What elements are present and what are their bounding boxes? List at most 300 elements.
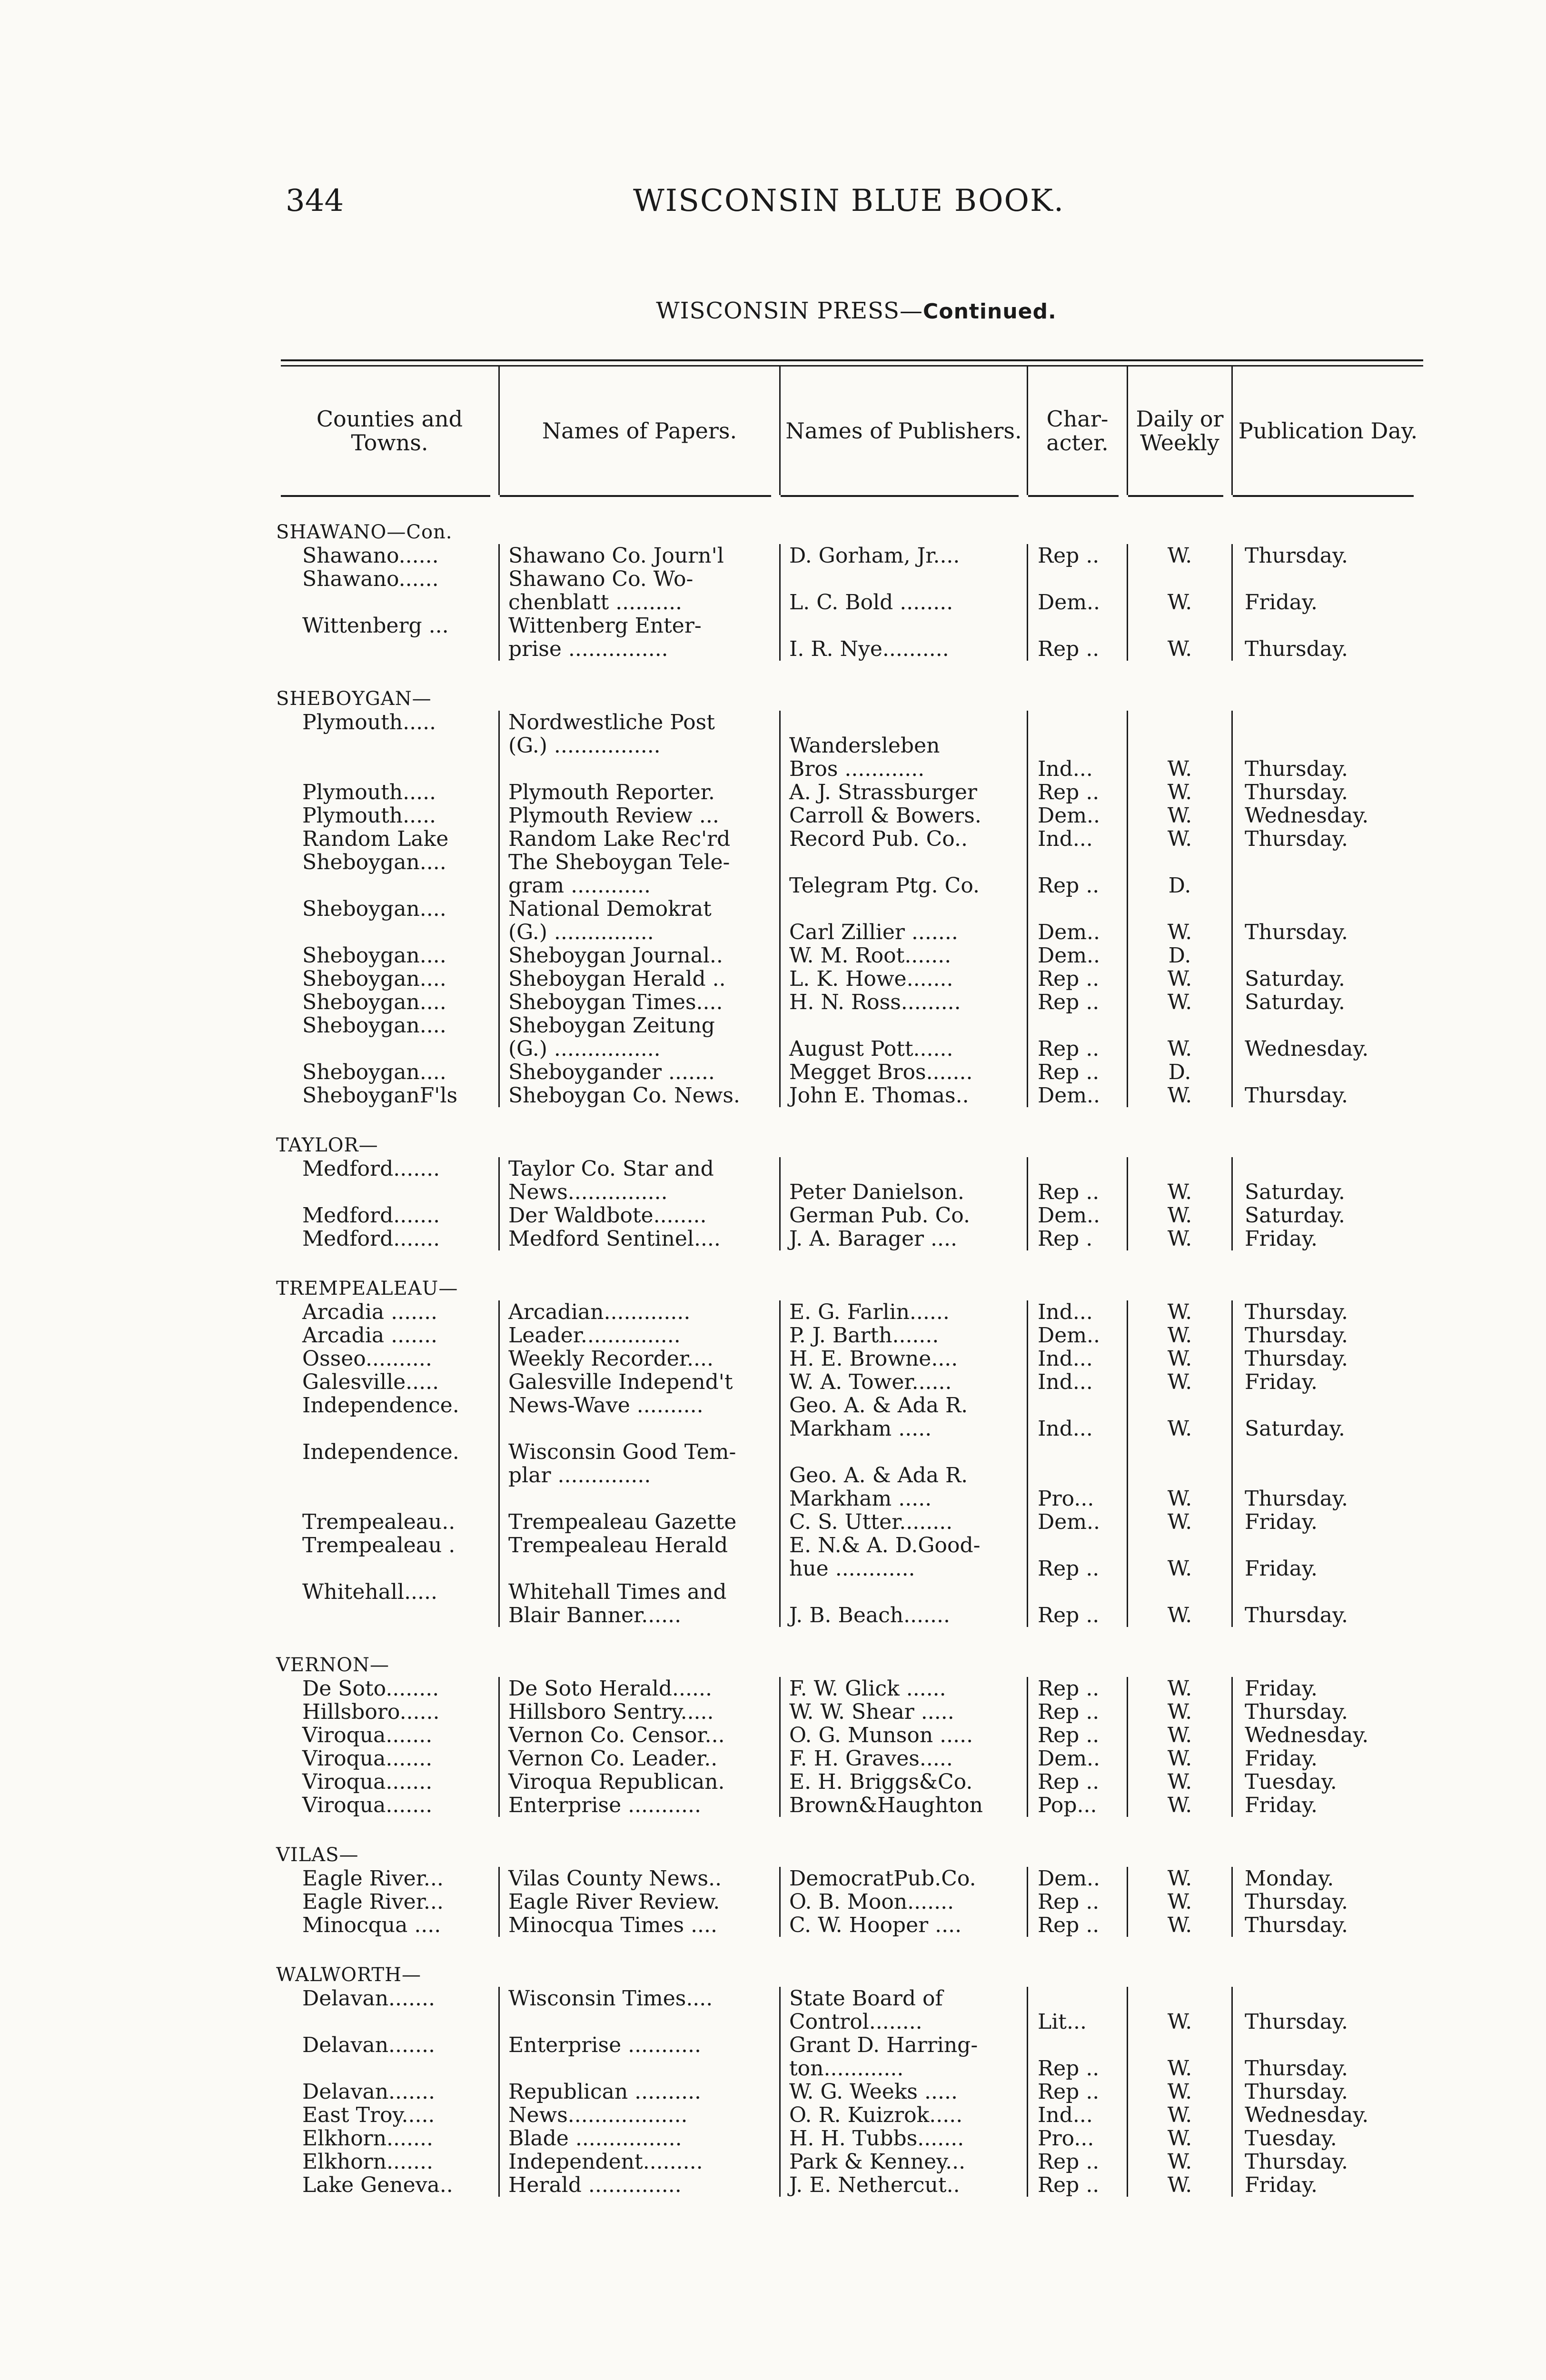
- cell-frequency: D.: [1128, 1061, 1233, 1084]
- cell-frequency: W.: [1128, 921, 1233, 944]
- table-row: [281, 1557, 1423, 1580]
- cell-town: Shawano......: [281, 544, 500, 567]
- cell-day: [1233, 2033, 1423, 2057]
- cell-character: Rep ..: [1028, 1724, 1128, 1747]
- cell-paper: Hillsboro Sentry.....: [500, 1700, 781, 1724]
- cell-town: Eagle River...: [281, 1867, 500, 1890]
- table-row: [281, 567, 1423, 591]
- cell-town: Lake Geneva..: [281, 2173, 500, 2197]
- cell-day: Thursday.: [1245, 1324, 1348, 1347]
- table-row: [281, 944, 1423, 967]
- table-row: [281, 1204, 1423, 1227]
- cell-publisher: J. E. Nethercut..: [781, 2173, 1028, 2197]
- cell-character: Dem..: [1028, 1867, 1128, 1890]
- column-header-row: [281, 367, 1423, 495]
- cell-paper: Eagle River Review.: [500, 1890, 781, 1914]
- cell-publisher: Record Pub. Co..: [781, 827, 1028, 851]
- cell-day: [1233, 1987, 1423, 2010]
- cell-frequency: [1128, 567, 1233, 591]
- cell-character: [1028, 711, 1128, 734]
- cell-character: [1028, 614, 1128, 637]
- book-title: WISCONSIN BLUE BOOK.: [633, 183, 1065, 218]
- cell-character: [1028, 1157, 1128, 1180]
- table-row: [281, 2173, 1423, 2197]
- cell-character: Lit...: [1028, 2010, 1128, 2033]
- col-header-papers: Names of Papers.: [500, 367, 781, 495]
- cell-paper: Wisconsin Times....: [500, 1987, 781, 2010]
- cell-paper: News..................: [500, 2103, 781, 2127]
- cell-town: [281, 1557, 500, 1580]
- cell-day: Thursday.: [1245, 2150, 1348, 2173]
- cell-publisher: Peter Danielson.: [781, 1180, 1028, 1204]
- cell-day: [1233, 1464, 1423, 1487]
- cell-paper: Sheboygan Zeitung: [500, 1014, 781, 1037]
- cell-paper: Sheboygan Journal..: [500, 944, 781, 967]
- cell-publisher: August Pott......: [781, 1037, 1028, 1061]
- cell-character: [1028, 1014, 1128, 1037]
- cell-publisher: F. W. Glick ......: [781, 1677, 1028, 1700]
- cell-paper: Sheboygander .......: [500, 1061, 781, 1084]
- table-row: [281, 1604, 1423, 1627]
- cell-day: [1233, 944, 1423, 967]
- cell-frequency: W.: [1128, 781, 1233, 804]
- cell-publisher: L. K. Howe.......: [781, 967, 1028, 991]
- cell-paper: [500, 1487, 781, 1510]
- county-heading: VILAS—: [276, 1844, 359, 1866]
- cell-day: Friday.: [1245, 1370, 1318, 1394]
- cell-character: [1028, 734, 1128, 757]
- cell-town: Plymouth.....: [281, 804, 500, 827]
- table-row: [281, 827, 1423, 851]
- cell-publisher: Geo. A. & Ada R.: [781, 1394, 1028, 1417]
- table-row: [281, 1014, 1423, 1037]
- cell-day: [1233, 1394, 1423, 1417]
- cell-day: [1233, 874, 1423, 897]
- cell-day: Thursday.: [1245, 1084, 1348, 1107]
- cell-day: Tuesday.: [1245, 1770, 1337, 1794]
- cell-paper: Sheboygan Herald ..: [500, 967, 781, 991]
- cell-character: Ind...: [1028, 2103, 1128, 2127]
- cell-character: Rep ..: [1028, 1061, 1128, 1084]
- cell-frequency: W.: [1128, 544, 1233, 567]
- cell-paper: Vernon Co. Leader..: [500, 1747, 781, 1770]
- cell-publisher: Carroll & Bowers.: [781, 804, 1028, 827]
- cell-character: Rep ..: [1028, 2080, 1128, 2103]
- cell-town: Medford.......: [281, 1227, 500, 1250]
- cell-day: Thursday.: [1245, 1347, 1348, 1370]
- table-row: [281, 637, 1423, 661]
- cell-paper: News...............: [500, 1180, 781, 1204]
- cell-character: [1028, 1394, 1128, 1417]
- table-row: [281, 851, 1423, 874]
- county-heading: SHAWANO—Con.: [276, 521, 453, 543]
- cell-day: Thursday.: [1245, 1487, 1348, 1510]
- cell-paper: chenblatt ..........: [500, 591, 781, 614]
- cell-town: Whitehall.....: [281, 1580, 500, 1604]
- cell-character: [1028, 2033, 1128, 2057]
- section-title: [0, 298, 1546, 324]
- cell-frequency: D.: [1128, 874, 1233, 897]
- cell-paper: Viroqua Republican.: [500, 1770, 781, 1794]
- cell-paper: Minocqua Times ....: [500, 1914, 781, 1937]
- cell-town: [281, 1180, 500, 1204]
- cell-day: Saturday.: [1245, 967, 1345, 991]
- cell-publisher: [781, 567, 1028, 591]
- table-row: [281, 614, 1423, 637]
- cell-town: Viroqua.......: [281, 1770, 500, 1794]
- cell-character: Dem..: [1028, 1747, 1128, 1770]
- cell-frequency: W.: [1128, 637, 1233, 661]
- cell-town: [281, 921, 500, 944]
- cell-day: Thursday.: [1245, 781, 1348, 804]
- cell-day: Thursday.: [1245, 827, 1348, 851]
- table-row: [281, 1394, 1423, 1417]
- table-row: [281, 1417, 1423, 1440]
- cell-paper: Republican ..........: [500, 2080, 781, 2103]
- cell-paper: Whitehall Times and: [500, 1580, 781, 1604]
- cell-paper: Der Waldbote........: [500, 1204, 781, 1227]
- cell-paper: Random Lake Rec'rd: [500, 827, 781, 851]
- cell-town: Sheboygan....: [281, 1061, 500, 1084]
- cell-character: Rep ..: [1028, 1890, 1128, 1914]
- cell-character: Ind...: [1028, 757, 1128, 781]
- table-row: [281, 1440, 1423, 1464]
- cell-town: Minocqua ....: [281, 1914, 500, 1937]
- table-top-rule: [281, 359, 1423, 361]
- cell-paper: Medford Sentinel....: [500, 1227, 781, 1250]
- press-table: [276, 359, 1423, 2223]
- cell-day: Friday.: [1245, 591, 1318, 614]
- cell-frequency: [1128, 1580, 1233, 1604]
- county-section: [276, 1964, 1423, 2197]
- cell-day: Friday.: [1245, 1677, 1318, 1700]
- cell-character: Pop...: [1028, 1794, 1128, 1817]
- cell-publisher: [781, 897, 1028, 921]
- cell-paper: Galesville Independ't: [500, 1370, 781, 1394]
- cell-character: [1028, 1987, 1128, 2010]
- cell-character: Rep ..: [1028, 1557, 1128, 1580]
- cell-town: Sheboygan....: [281, 1014, 500, 1037]
- cell-character: Ind...: [1028, 827, 1128, 851]
- cell-paper: Vernon Co. Censor...: [500, 1724, 781, 1747]
- cell-town: Plymouth.....: [281, 781, 500, 804]
- cell-day: Thursday.: [1245, 921, 1348, 944]
- cell-town: [281, 1604, 500, 1627]
- cell-town: [281, 591, 500, 614]
- cell-town: Independence.: [281, 1394, 500, 1417]
- cell-town: [281, 734, 500, 757]
- cell-paper: [500, 757, 781, 781]
- table-row: [281, 1987, 1423, 2010]
- cell-character: Rep ..: [1028, 1700, 1128, 1724]
- cell-character: Dem..: [1028, 804, 1128, 827]
- cell-frequency: [1128, 1534, 1233, 1557]
- cell-town: Sheboygan....: [281, 944, 500, 967]
- cell-publisher: J. A. Barager ....: [781, 1227, 1028, 1250]
- cell-town: Osseo..........: [281, 1347, 500, 1370]
- table-row: [281, 711, 1423, 734]
- cell-paper: Enterprise ...........: [500, 2033, 781, 2057]
- cell-publisher: W. G. Weeks .....: [781, 2080, 1028, 2103]
- cell-character: Rep ..: [1028, 1914, 1128, 1937]
- cell-town: East Troy.....: [281, 2103, 500, 2127]
- cell-publisher: H. E. Browne....: [781, 1347, 1028, 1370]
- cell-town: [281, 1487, 500, 1510]
- cell-publisher: [781, 1580, 1028, 1604]
- county-section: [276, 1654, 1423, 1817]
- cell-character: Ind...: [1028, 1370, 1128, 1394]
- county-heading: TREMPEALEAU—: [276, 1278, 458, 1299]
- cell-town: Plymouth.....: [281, 711, 500, 734]
- cell-day: Thursday.: [1245, 637, 1348, 661]
- cell-paper: (G.) ................: [500, 734, 781, 757]
- table-row: [281, 2127, 1423, 2150]
- cell-publisher: A. J. Strassburger: [781, 781, 1028, 804]
- cell-frequency: [1128, 1394, 1233, 1417]
- cell-day: Thursday.: [1245, 544, 1348, 567]
- cell-character: [1028, 1580, 1128, 1604]
- cell-publisher: John E. Thomas..: [781, 1084, 1028, 1107]
- table-row: [281, 1370, 1423, 1394]
- cell-frequency: W.: [1128, 1890, 1233, 1914]
- cell-frequency: [1128, 1014, 1233, 1037]
- cell-frequency: [1128, 1157, 1233, 1180]
- table-row: [281, 2033, 1423, 2057]
- cell-paper: National Demokrat: [500, 897, 781, 921]
- cell-frequency: W.: [1128, 827, 1233, 851]
- cell-paper: Shawano Co. Journ'l: [500, 544, 781, 567]
- table-row: [281, 1890, 1423, 1914]
- table-row: [281, 874, 1423, 897]
- cell-paper: Nordwestliche Post: [500, 711, 781, 734]
- cell-publisher: Markham .....: [781, 1417, 1028, 1440]
- cell-day: Saturday.: [1245, 1204, 1345, 1227]
- cell-character: Rep ..: [1028, 2173, 1128, 2197]
- cell-frequency: W.: [1128, 1557, 1233, 1580]
- cell-town: Arcadia .......: [281, 1300, 500, 1324]
- cell-publisher: [781, 614, 1028, 637]
- cell-character: Rep ..: [1028, 874, 1128, 897]
- cell-paper: (G.) ................: [500, 1037, 781, 1061]
- county-section: [276, 1134, 1423, 1250]
- cell-publisher: L. C. Bold ........: [781, 591, 1028, 614]
- cell-frequency: [1128, 711, 1233, 734]
- cell-publisher: O. R. Kuizrok.....: [781, 2103, 1028, 2127]
- cell-day: Thursday.: [1245, 2057, 1348, 2080]
- cell-town: De Soto........: [281, 1677, 500, 1700]
- cell-frequency: W.: [1128, 1324, 1233, 1347]
- cell-frequency: D.: [1128, 944, 1233, 967]
- cell-frequency: W.: [1128, 2150, 1233, 2173]
- cell-publisher: E. N.& A. D.Good-: [781, 1534, 1028, 1557]
- cell-paper: [500, 2057, 781, 2080]
- table-row: [281, 991, 1423, 1014]
- table-row: [281, 1180, 1423, 1204]
- cell-frequency: W.: [1128, 1510, 1233, 1534]
- cell-day: Saturday.: [1245, 1180, 1345, 1204]
- cell-publisher: C. S. Utter........: [781, 1510, 1028, 1534]
- cell-publisher: Geo. A. & Ada R.: [781, 1464, 1028, 1487]
- cell-character: Dem..: [1028, 921, 1128, 944]
- cell-day: Friday.: [1245, 2173, 1318, 2197]
- cell-town: Sheboygan....: [281, 851, 500, 874]
- cell-character: Rep ..: [1028, 967, 1128, 991]
- cell-character: Dem..: [1028, 944, 1128, 967]
- cell-publisher: H. H. Tubbs.......: [781, 2127, 1028, 2150]
- table-row: [281, 1724, 1423, 1747]
- cell-frequency: W.: [1128, 1227, 1233, 1250]
- cell-day: [1233, 734, 1423, 757]
- cell-publisher: F. H. Graves.....: [781, 1747, 1028, 1770]
- county-section: [276, 1844, 1423, 1937]
- table-row: [281, 781, 1423, 804]
- column-header-rule: [281, 495, 1423, 497]
- cell-publisher: Markham .....: [781, 1487, 1028, 1510]
- cell-frequency: W.: [1128, 1204, 1233, 1227]
- cell-frequency: W.: [1128, 2010, 1233, 2033]
- county-section: [276, 521, 1423, 661]
- cell-publisher: hue ............: [781, 1557, 1028, 1580]
- cell-frequency: W.: [1128, 967, 1233, 991]
- cell-town: Trempealeau..: [281, 1510, 500, 1534]
- cell-paper: Independent.........: [500, 2150, 781, 2173]
- cell-town: Hillsboro......: [281, 1700, 500, 1724]
- cell-paper: Vilas County News..: [500, 1867, 781, 1890]
- table-row: [281, 2150, 1423, 2173]
- table-row: [281, 1464, 1423, 1487]
- cell-paper: Trempealeau Gazette: [500, 1510, 781, 1534]
- cell-frequency: W.: [1128, 1700, 1233, 1724]
- cell-day: Thursday.: [1245, 2080, 1348, 2103]
- cell-frequency: W.: [1128, 1914, 1233, 1937]
- cell-publisher: C. W. Hooper ....: [781, 1914, 1028, 1937]
- cell-publisher: [781, 1014, 1028, 1037]
- cell-character: Rep ..: [1028, 1770, 1128, 1794]
- cell-frequency: W.: [1128, 1300, 1233, 1324]
- table-row: [281, 734, 1423, 757]
- county-heading: WALWORTH—: [276, 1964, 421, 1986]
- cell-frequency: [1128, 897, 1233, 921]
- cell-town: Delavan.......: [281, 2033, 500, 2057]
- table-row: [281, 2057, 1423, 2080]
- table-row: [281, 804, 1423, 827]
- cell-publisher: Wandersleben: [781, 734, 1028, 757]
- table-body: [276, 521, 1423, 2197]
- table-row: [281, 967, 1423, 991]
- cell-town: Delavan.......: [281, 2080, 500, 2103]
- cell-town: Delavan.......: [281, 1987, 500, 2010]
- cell-day: Tuesday.: [1245, 2127, 1337, 2150]
- cell-day: [1233, 1157, 1423, 1180]
- cell-publisher: Carl Zillier .......: [781, 921, 1028, 944]
- table-row: [281, 757, 1423, 781]
- cell-frequency: W.: [1128, 1770, 1233, 1794]
- cell-frequency: W.: [1128, 1487, 1233, 1510]
- cell-publisher: O. B. Moon.......: [781, 1890, 1028, 1914]
- county-heading: SHEBOYGAN—: [276, 688, 432, 710]
- cell-frequency: [1128, 1987, 1233, 2010]
- cell-town: Eagle River...: [281, 1890, 500, 1914]
- cell-character: Ind...: [1028, 1347, 1128, 1370]
- cell-publisher: Telegram Ptg. Co.: [781, 874, 1028, 897]
- table-row: [281, 1770, 1423, 1794]
- cell-publisher: Control........: [781, 2010, 1028, 2033]
- county-heading: VERNON—: [276, 1654, 389, 1676]
- cell-town: Viroqua.......: [281, 1724, 500, 1747]
- cell-publisher: I. R. Nye..........: [781, 637, 1028, 661]
- cell-character: Rep .: [1028, 1227, 1128, 1250]
- cell-paper: The Sheboygan Tele-: [500, 851, 781, 874]
- table-row: [281, 1324, 1423, 1347]
- cell-town: [281, 874, 500, 897]
- cell-frequency: W.: [1128, 2080, 1233, 2103]
- cell-day: Thursday.: [1245, 1890, 1348, 1914]
- cell-character: Ind...: [1028, 1417, 1128, 1440]
- cell-paper: gram ............: [500, 874, 781, 897]
- cell-day: Thursday.: [1245, 1604, 1348, 1627]
- cell-publisher: German Pub. Co.: [781, 1204, 1028, 1227]
- cell-day: [1233, 614, 1423, 637]
- cell-paper: Herald ..............: [500, 2173, 781, 2197]
- cell-day: Thursday.: [1245, 1914, 1348, 1937]
- cell-publisher: W. M. Root.......: [781, 944, 1028, 967]
- cell-frequency: W.: [1128, 2173, 1233, 2197]
- cell-paper: Wisconsin Good Tem-: [500, 1440, 781, 1464]
- table-row: [281, 2010, 1423, 2033]
- table-row: [281, 2080, 1423, 2103]
- cell-publisher: O. G. Munson .....: [781, 1724, 1028, 1747]
- county-section: [276, 1277, 1423, 1627]
- cell-character: Rep ..: [1028, 991, 1128, 1014]
- cell-character: Rep ..: [1028, 1037, 1128, 1061]
- cell-frequency: [1128, 614, 1233, 637]
- cell-frequency: [1128, 2033, 1233, 2057]
- cell-character: Rep ..: [1028, 544, 1128, 567]
- cell-frequency: W.: [1128, 1370, 1233, 1394]
- cell-day: [1233, 1580, 1423, 1604]
- cell-publisher: W. W. Shear .....: [781, 1700, 1028, 1724]
- cell-frequency: W.: [1128, 591, 1233, 614]
- cell-publisher: [781, 1157, 1028, 1180]
- cell-character: Dem..: [1028, 1510, 1128, 1534]
- cell-town: [281, 1037, 500, 1061]
- table-row: [281, 1084, 1423, 1107]
- cell-character: [1028, 567, 1128, 591]
- table-row: [281, 1300, 1423, 1324]
- cell-character: Rep ..: [1028, 1180, 1128, 1204]
- table-row: [281, 1747, 1423, 1770]
- cell-paper: (G.) ...............: [500, 921, 781, 944]
- cell-day: Wednesday.: [1245, 804, 1369, 827]
- table-row: [281, 544, 1423, 567]
- cell-town: Medford.......: [281, 1157, 500, 1180]
- cell-paper: De Soto Herald......: [500, 1677, 781, 1700]
- cell-day: Monday.: [1245, 1867, 1334, 1890]
- cell-publisher: D. Gorham, Jr....: [781, 544, 1028, 567]
- table-row: [281, 2103, 1423, 2127]
- cell-publisher: P. J. Barth.......: [781, 1324, 1028, 1347]
- cell-day: Wednesday.: [1245, 1037, 1369, 1061]
- cell-publisher: H. N. Ross.........: [781, 991, 1028, 1014]
- table-row: [281, 1867, 1423, 1890]
- cell-publisher: E. H. Briggs&Co.: [781, 1770, 1028, 1794]
- cell-frequency: W.: [1128, 757, 1233, 781]
- cell-town: Galesville.....: [281, 1370, 500, 1394]
- cell-paper: [500, 1557, 781, 1580]
- col-header-frequency: Daily or Weekly: [1128, 367, 1233, 495]
- cell-character: [1028, 897, 1128, 921]
- cell-day: Thursday.: [1245, 1300, 1348, 1324]
